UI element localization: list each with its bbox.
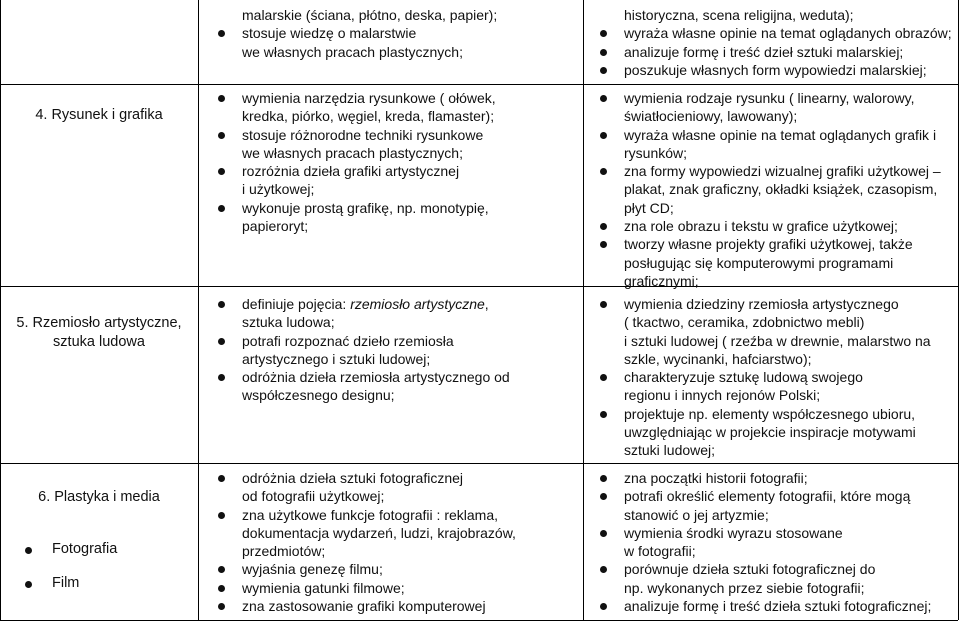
list-item-line: wyraża własne opinie na temat oglądanych grafik i bbox=[624, 126, 937, 143]
list-item-line: i sztuki ludowej ( rzeźba w drewnie, malarstwo na bbox=[624, 332, 931, 349]
list-item-line: wyjaśnia genezę filmu; bbox=[242, 561, 383, 578]
column-divider-2 bbox=[583, 0, 584, 620]
list-item-line: porównuje dzieła sztuki fotograficznej do bbox=[624, 561, 876, 578]
list-item-line: odróżnia dzieła sztuki fotograficznej bbox=[242, 470, 464, 486]
list-item-line: wymienia narzędzia rysunkowe ( ołówek, bbox=[242, 90, 496, 106]
topic-plastyka-media: 6. Plastyka i media bbox=[38, 489, 160, 505]
topic-rysunek: 4. Rysunek i grafika bbox=[35, 107, 163, 123]
row-divider-1 bbox=[0, 84, 958, 85]
list-item bbox=[591, 524, 951, 561]
list-item bbox=[209, 24, 499, 61]
list-item bbox=[591, 405, 951, 460]
list-item-line: sztuka ludowa; bbox=[242, 314, 335, 331]
list-item-line: stosuje różnorodne techniki rysunkowe bbox=[242, 126, 484, 143]
list-item-line: wymienia środki wyrazu stosowane bbox=[624, 524, 843, 541]
list-item-line: plakat, znak graficzny, okładki książek, czasopism, bbox=[624, 181, 938, 198]
list-item-line: płyt CD; bbox=[624, 199, 674, 216]
list-item bbox=[209, 199, 499, 236]
list-item-line: w fotografii; bbox=[624, 543, 696, 560]
list-item-line: wyraża własne opinie na temat oglądanych obrazów; bbox=[624, 25, 952, 42]
list-item-line: projektuje np. elementy współczesnego ubioru, bbox=[624, 405, 916, 422]
cell-right-row3 bbox=[591, 469, 951, 615]
list-item bbox=[591, 487, 951, 524]
list-item-line: szkle, wycinanki, hafciarstwo); bbox=[624, 350, 812, 367]
list-item bbox=[591, 560, 951, 597]
list-item-line: papieroryt; bbox=[242, 218, 309, 235]
subtopic-item: Fotografia bbox=[0, 541, 198, 557]
list-item bbox=[591, 295, 951, 368]
list-item bbox=[209, 126, 499, 163]
list-item-line: stanowić o jej artyzmie; bbox=[624, 506, 769, 523]
list-item-line: charakteryzuje sztukę ludową swojego bbox=[624, 369, 863, 386]
list-item-line: artystycznego i sztuki ludowej; bbox=[242, 350, 431, 367]
list-item-line: historyczna, scena religijna, weduta); bbox=[624, 7, 854, 23]
list-item-line: malarskie (ściana, płótno, deska, papier); bbox=[242, 7, 498, 23]
list-item-line: np. wykonanych przez siebie fotografii; bbox=[624, 579, 865, 596]
list-item-line: dokumentacja wydarzeń, ludzi, krajobrazów, bbox=[242, 524, 516, 541]
list-item-line: wykonuje prostą grafikę, np. monotypię, bbox=[242, 199, 489, 216]
list-item bbox=[209, 162, 499, 199]
cell-mid-row2 bbox=[209, 295, 510, 405]
list-item-line: we własnych pracach plastycznych; bbox=[242, 144, 463, 161]
cell-mid-row3 bbox=[209, 469, 516, 615]
list-item bbox=[209, 89, 499, 126]
list-item-line: odróżnia dzieła rzemiosła artystycznego od bbox=[242, 369, 510, 386]
subtopic-list bbox=[0, 541, 198, 591]
table-border-left bbox=[0, 0, 1, 620]
list-item-line: współczesnego designu; bbox=[242, 387, 395, 404]
list-item-line: wymienia gatunki filmowe; bbox=[242, 579, 405, 596]
cell-mid-row1 bbox=[209, 89, 499, 235]
list-item bbox=[209, 332, 499, 369]
list-item bbox=[591, 162, 951, 217]
list-item bbox=[591, 469, 951, 487]
list-item-line: tworzy własne projekty grafiki użytkowej, także bbox=[624, 236, 913, 253]
cell-mid-row0 bbox=[209, 6, 499, 61]
list-item bbox=[209, 579, 499, 597]
list-item-line: poszukuje własnych form wypowiedzi malarskiej; bbox=[624, 61, 927, 78]
list-item bbox=[591, 368, 951, 405]
list-item-line: przedmiotów; bbox=[242, 543, 326, 560]
list-item-line: potrafi rozpoznać dzieło rzemiosła bbox=[242, 332, 454, 349]
list-item bbox=[209, 295, 499, 332]
list-item-line: wymienia dziedziny rzemiosła artystycznego bbox=[624, 296, 899, 312]
list-item-line: potrafi określić elementy fotografii, które mogą bbox=[624, 488, 911, 505]
list-item-line: zna użytkowe funkcje fotografii : reklama, bbox=[242, 506, 499, 523]
list-item-line: zna formy wypowiedzi wizualnej grafiki użytkowej – bbox=[624, 163, 941, 180]
row-divider-3 bbox=[0, 463, 958, 464]
list-item bbox=[591, 126, 951, 163]
list-item-line: uwzględniając w projekcie inspiracje motywami bbox=[624, 424, 916, 441]
list-item bbox=[591, 217, 951, 235]
list-item bbox=[209, 6, 499, 24]
column-divider-1 bbox=[198, 0, 199, 620]
list-item-line: sztuki ludowej; bbox=[624, 442, 716, 459]
list-item-line: graficznymi; bbox=[624, 272, 699, 289]
list-item bbox=[591, 597, 951, 615]
list-item-line: analizuje formę i treść dzieł sztuki malarskiej; bbox=[624, 43, 904, 60]
list-item-line: światłocieniowy, lawowany); bbox=[624, 108, 798, 125]
list-item-line: rysunków; bbox=[624, 144, 688, 161]
list-item-line: kredka, piórko, węgiel, kreda, flamaster); bbox=[242, 108, 495, 125]
list-item bbox=[209, 368, 510, 405]
list-item-line: wymienia rodzaje rysunku ( linearny, walorowy, bbox=[624, 90, 915, 106]
cell-right-row2 bbox=[591, 295, 951, 460]
list-item bbox=[591, 6, 951, 24]
cell-right-row0 bbox=[591, 6, 951, 79]
list-item bbox=[209, 560, 499, 578]
list-item-line: stosuje wiedzę o malarstwie bbox=[242, 25, 417, 42]
list-item-line: od fotografii użytkowej; bbox=[242, 488, 385, 505]
topic-rzemioslo: 5. Rzemiosło artystyczne, sztuka ludowa bbox=[16, 315, 182, 350]
list-item bbox=[591, 89, 951, 126]
list-item-line: rozróżnia dzieła grafiki artystycznej bbox=[242, 163, 460, 180]
list-item bbox=[591, 235, 951, 290]
list-item-line: zna zastosowanie grafiki komputerowej bbox=[242, 598, 486, 615]
cell-right-row1 bbox=[591, 89, 951, 290]
list-item bbox=[209, 597, 499, 615]
list-item-line: analizuje formę i treść dzieła sztuki fotograficznej; bbox=[624, 598, 932, 615]
list-item-line: i użytkowej; bbox=[242, 181, 315, 198]
list-item-line: ( tkactwo, ceramika, zdobnictwo mebli) bbox=[624, 314, 865, 331]
list-item-line: zna początki historii fotografii; bbox=[624, 470, 808, 486]
list-item bbox=[209, 506, 516, 561]
list-item-line: zna role obrazu i tekstu w grafice użytkowej; bbox=[624, 218, 898, 235]
list-item bbox=[209, 469, 499, 506]
list-item-line: we własnych pracach plastycznych; bbox=[242, 43, 463, 60]
list-item-line: regionu i innych rejonów Polski; bbox=[624, 387, 821, 404]
list-item bbox=[591, 43, 951, 61]
list-item bbox=[591, 24, 951, 42]
subtopic-item: Film bbox=[0, 575, 198, 591]
list-item bbox=[591, 61, 951, 79]
list-item-line: definiuje pojęcia: rzemiosło artystyczne, bbox=[242, 296, 489, 312]
list-item-line: posługując się komputerowymi programami bbox=[624, 254, 894, 271]
